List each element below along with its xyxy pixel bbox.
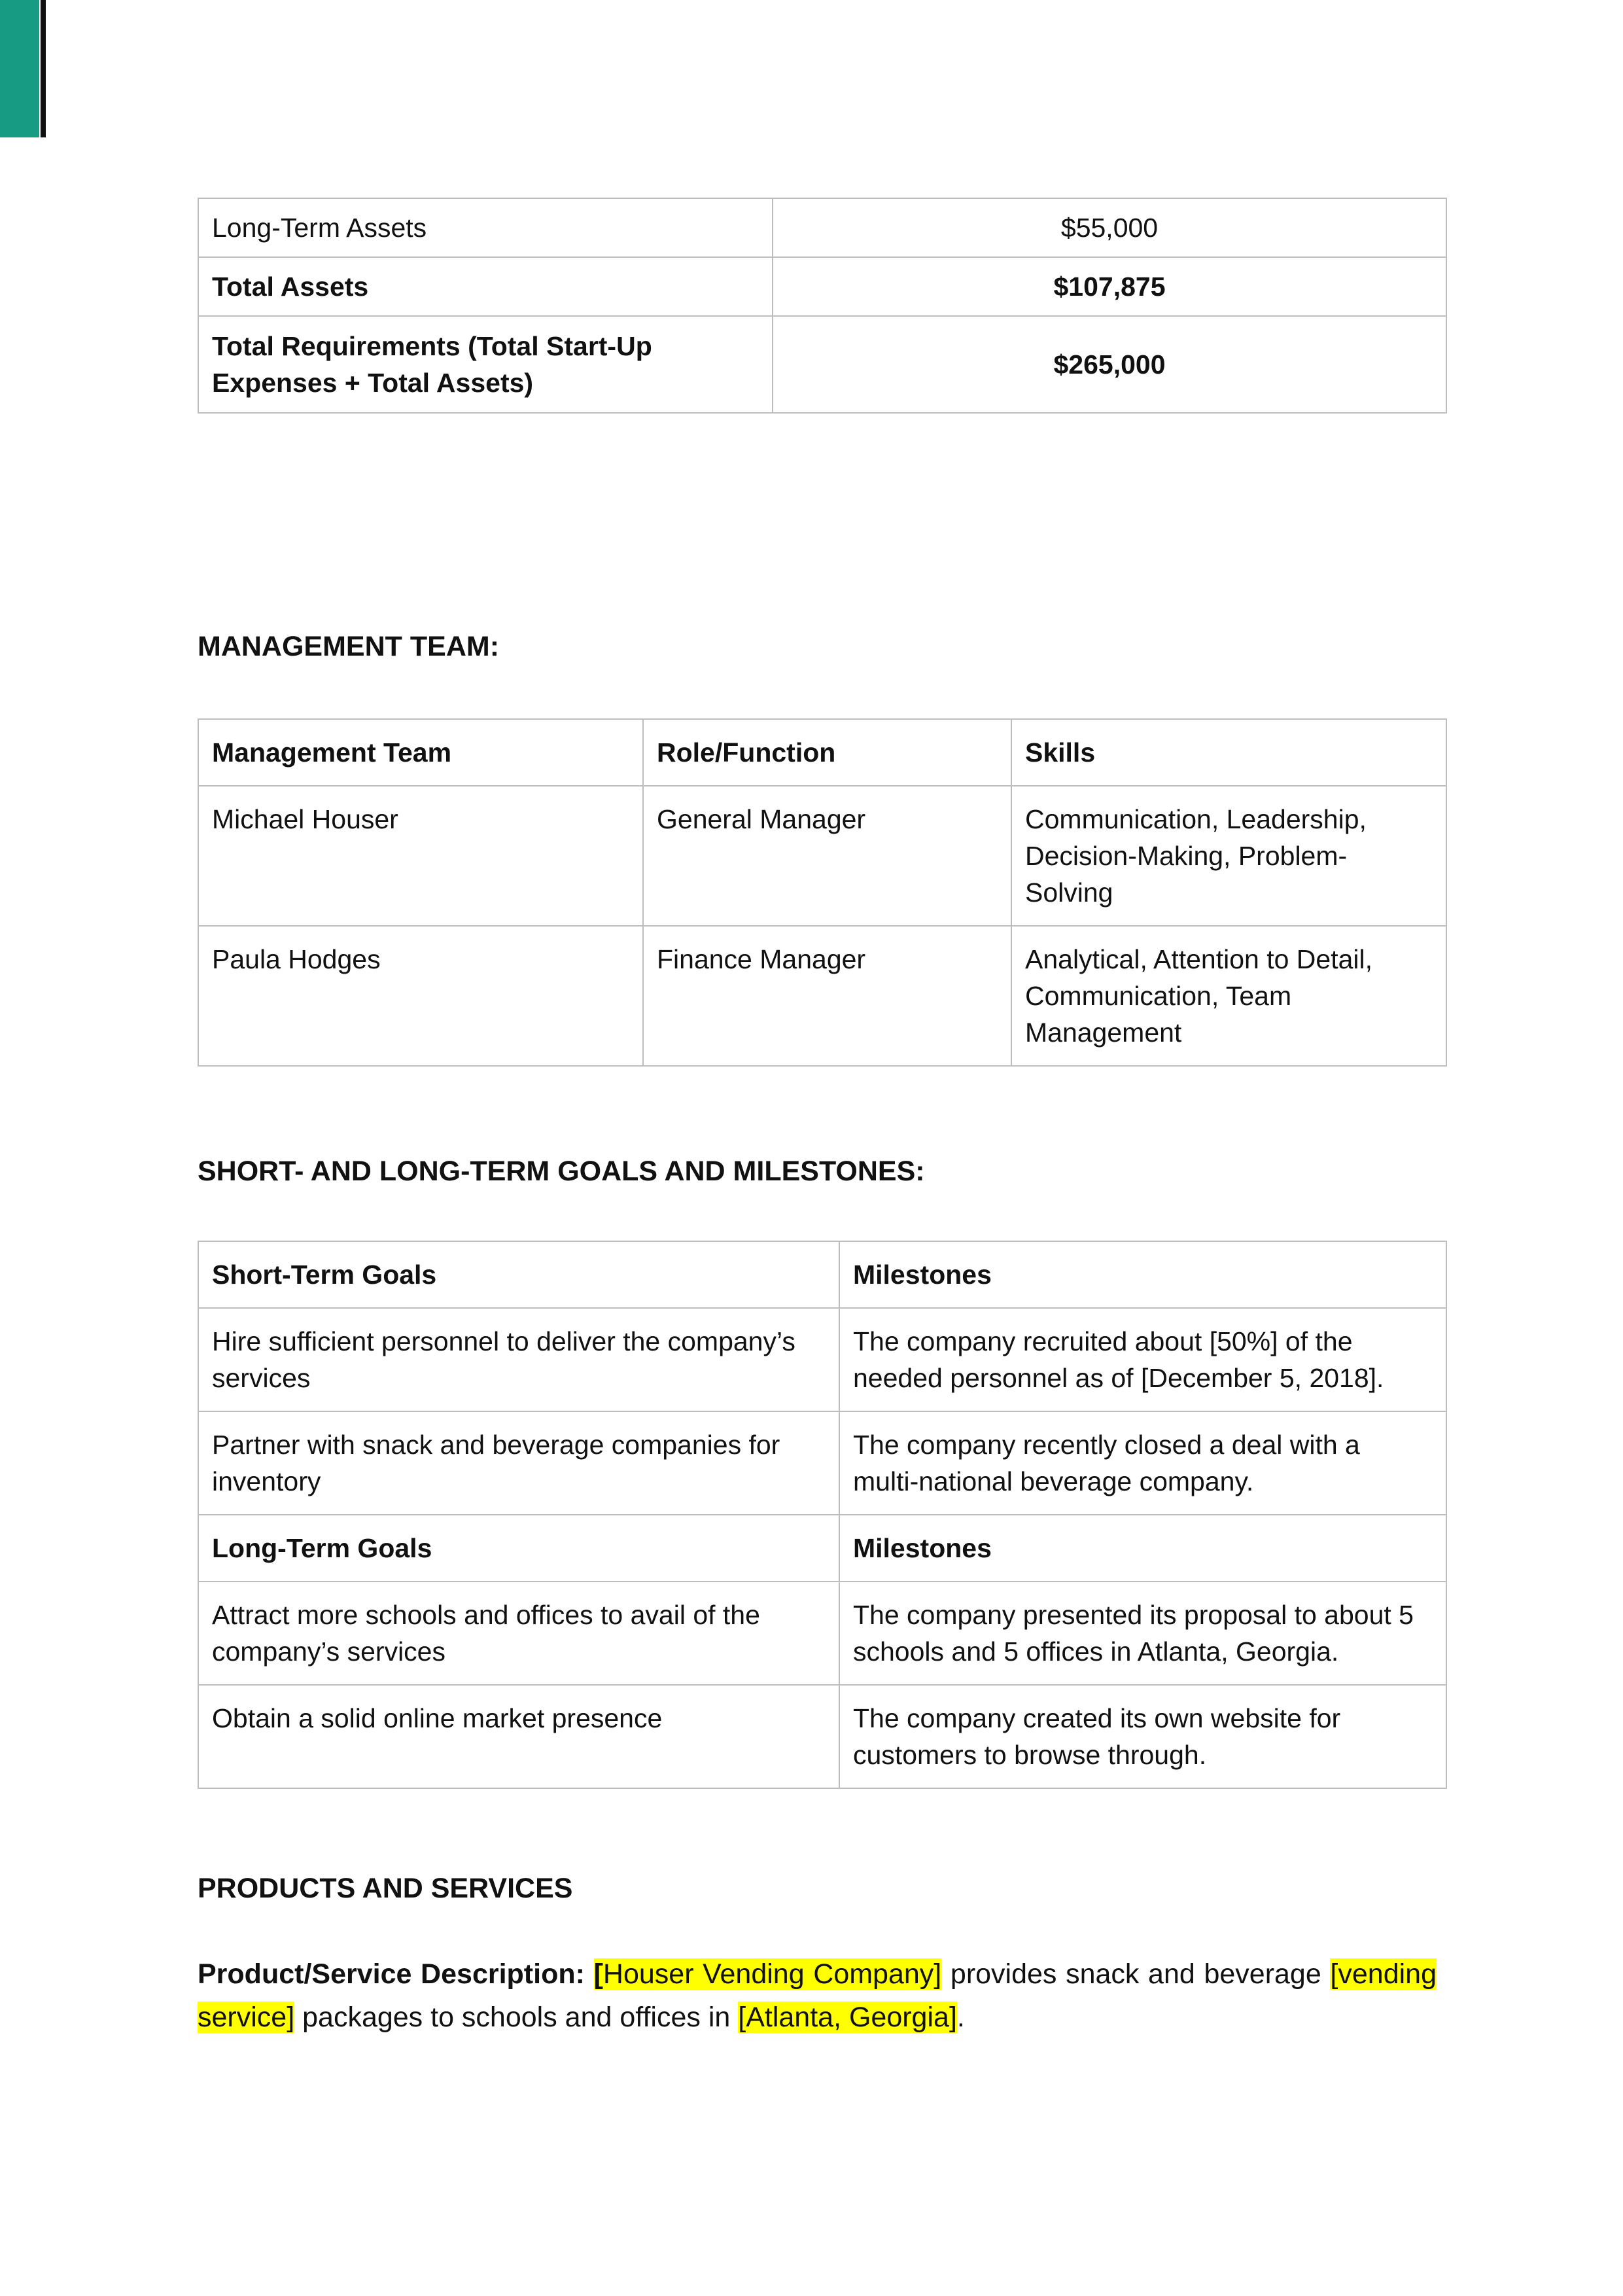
milestone-text: The company recently closed a deal with a multi-national beverage company.: [839, 1411, 1446, 1515]
table-header-row: [198, 1241, 1446, 1308]
goal-text: Hire sufficient personnel to deliver the company’s services: [198, 1308, 839, 1411]
management-heading: MANAGEMENT TEAM:: [198, 631, 500, 662]
table-row: [198, 786, 1446, 926]
member-role: General Manager: [643, 786, 1011, 926]
corner-accent-line: [41, 0, 46, 137]
column-header: Milestones: [839, 1515, 1446, 1581]
member-role: Finance Manager: [643, 926, 1011, 1066]
description-label: Product/Service Description:: [198, 1958, 585, 1990]
goal-text: Obtain a solid online market presence: [198, 1685, 839, 1788]
column-header: Short-Term Goals: [198, 1241, 839, 1308]
member-name: Paula Hodges: [198, 926, 643, 1066]
table-row: [198, 257, 1446, 316]
column-header: Role/Function: [643, 719, 1011, 786]
asset-value: $55,000: [773, 198, 1446, 257]
service-placeholder: [vending service]: [198, 1958, 1437, 2033]
column-header: Management Team: [198, 719, 643, 786]
asset-label: Total Requirements (Total Start-Up Expenses + Total Assets): [198, 316, 773, 413]
description-end: .: [956, 2002, 965, 2033]
description-text: provides snack and beverage: [950, 1958, 1321, 1990]
management-table: [198, 718, 1447, 1067]
location-placeholder: [Atlanta, Georgia]: [738, 2002, 957, 2033]
member-name: Michael Houser: [198, 786, 643, 926]
bracket-open: [: [593, 1958, 603, 1990]
table-row: [198, 316, 1446, 413]
column-header: Long-Term Goals: [198, 1515, 839, 1581]
table-header-row: [198, 1515, 1446, 1581]
assets-table: [198, 198, 1447, 414]
table-row: [198, 1411, 1446, 1515]
column-header: Skills: [1011, 719, 1446, 786]
goal-text: Attract more schools and offices to avail of the company’s services: [198, 1581, 839, 1685]
goal-text: Partner with snack and beverage companies for inventory: [198, 1411, 839, 1515]
member-skills: Communication, Leadership, Decision-Making, Problem-Solving: [1011, 786, 1446, 926]
company-name-placeholder: Houser Vending Company]: [602, 1958, 942, 1990]
asset-value: $265,000: [773, 316, 1446, 413]
column-header: Milestones: [839, 1241, 1446, 1308]
table-row: [198, 198, 1446, 257]
asset-value: $107,875: [773, 257, 1446, 316]
table-row: [198, 1581, 1446, 1685]
milestone-text: The company created its own website for customers to browse through.: [839, 1685, 1446, 1788]
goals-table: [198, 1241, 1447, 1789]
description-text: packages to schools and offices in: [302, 2002, 731, 2033]
products-heading: PRODUCTS AND SERVICES: [198, 1873, 573, 1904]
milestone-text: The company recruited about [50%] of the needed personnel as of [December 5, 2018].: [839, 1308, 1446, 1411]
corner-accent-bar: [0, 0, 39, 137]
milestone-text: The company presented its proposal to about 5 schools and 5 offices in Atlanta, Georgia.: [839, 1581, 1446, 1685]
table-row: [198, 1685, 1446, 1788]
member-skills: Analytical, Attention to Detail, Communication, Team Management: [1011, 926, 1446, 1066]
table-row: [198, 1308, 1446, 1411]
table-row: [198, 926, 1446, 1066]
table-header-row: [198, 719, 1446, 786]
asset-label: Long-Term Assets: [198, 198, 773, 257]
goals-heading: SHORT- AND LONG-TERM GOALS AND MILESTONES:: [198, 1156, 925, 1187]
asset-label: Total Assets: [198, 257, 773, 316]
product-description: [198, 1952, 1437, 2039]
